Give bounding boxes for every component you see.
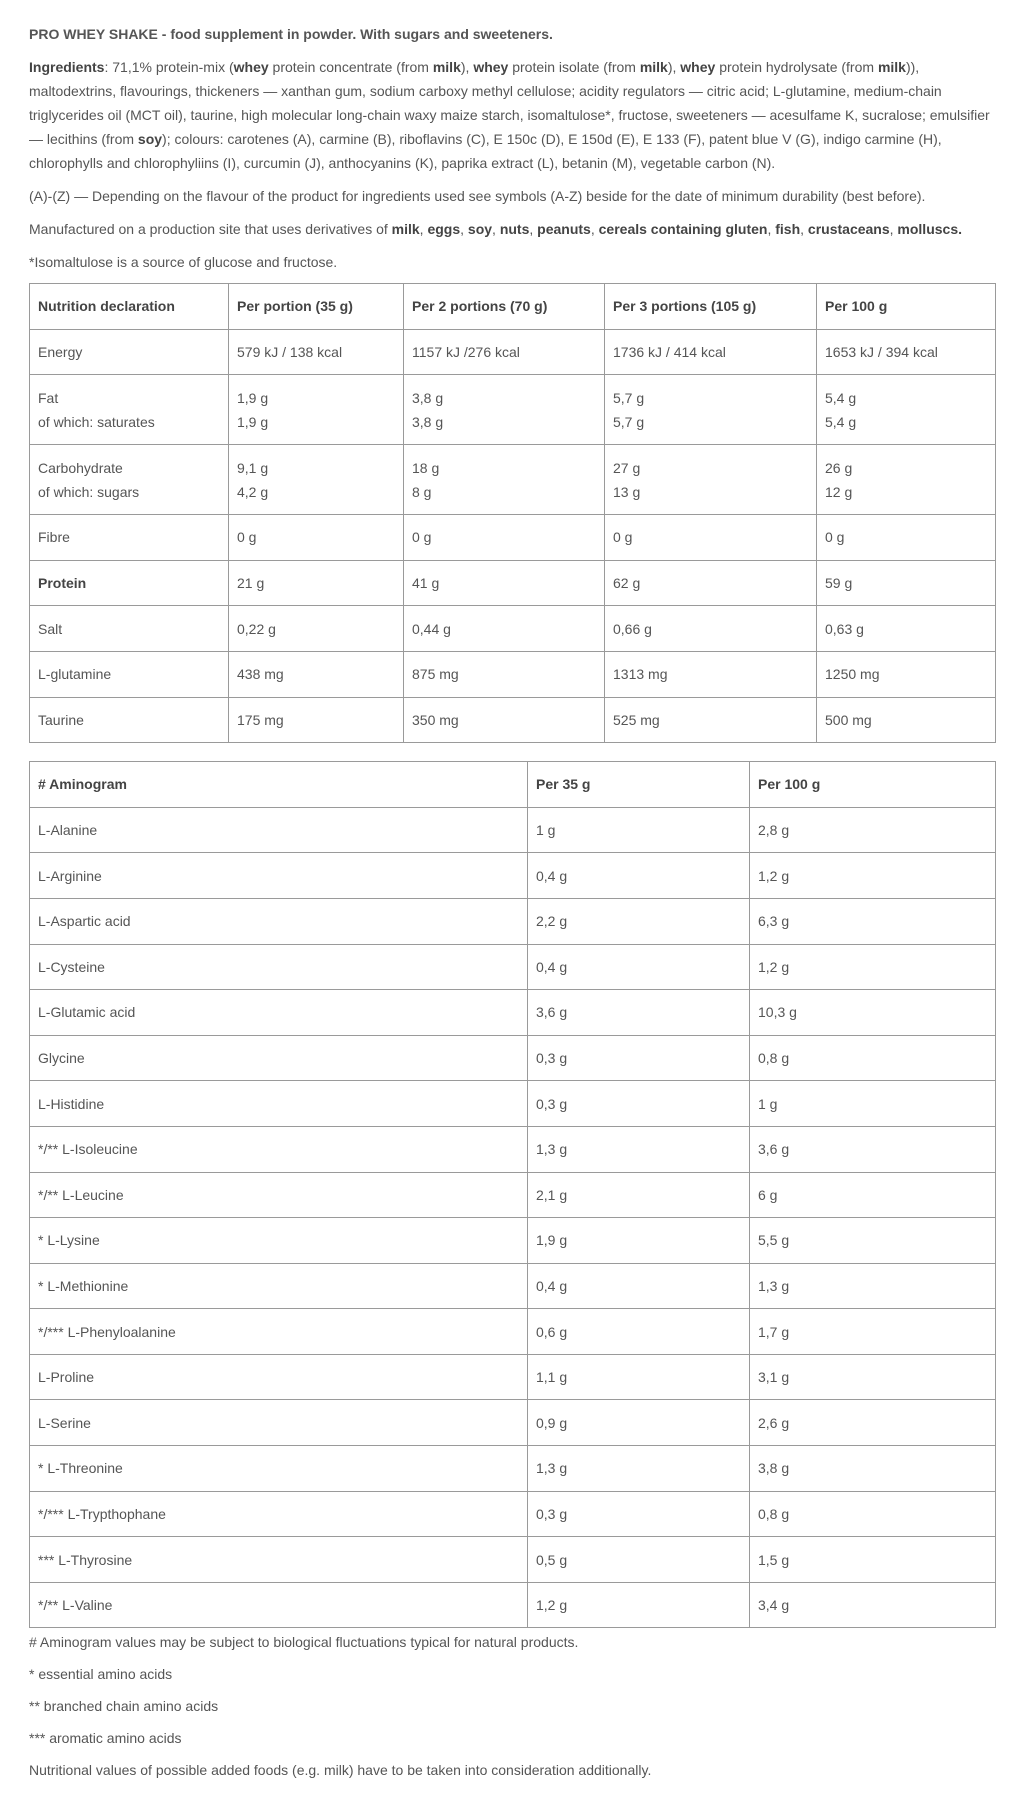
bold-term: milk bbox=[391, 221, 420, 237]
nutrient-value: 26 g bbox=[825, 459, 853, 476]
bold-term: soy bbox=[467, 221, 493, 237]
nutrition-row bbox=[30, 651, 996, 697]
nutrient-value-cell bbox=[817, 697, 996, 743]
amino-acid-value: 1,1 g bbox=[528, 1354, 750, 1400]
text-segment: : 71,1% protein-mix ( bbox=[104, 59, 234, 75]
amino-acid-value: 3,6 g bbox=[528, 990, 750, 1036]
nutrient-value: 18 g bbox=[412, 459, 440, 476]
bold-term: peanuts bbox=[537, 221, 591, 237]
nutrient-name-cell bbox=[30, 445, 229, 515]
nutrient-value: 5,4 g bbox=[825, 389, 857, 406]
nutrient-value: 438 mg bbox=[237, 666, 284, 683]
nutrient-label: Taurine bbox=[38, 711, 84, 728]
amino-acid-value: 3,8 g bbox=[750, 1446, 996, 1492]
aminogram-header-cell: # Aminogram bbox=[30, 762, 528, 808]
bold-term: milk bbox=[639, 59, 668, 75]
aminogram-row bbox=[30, 1582, 996, 1627]
nutrient-value: 3,8 g bbox=[412, 389, 444, 406]
text-segment: , bbox=[492, 221, 500, 237]
text-segment: , bbox=[800, 221, 808, 237]
bold-term: Ingredients bbox=[29, 59, 105, 75]
nutrient-value: 0,63 g bbox=[825, 620, 864, 637]
nutrient-value: 9,1 g bbox=[237, 459, 269, 476]
nutrient-label: Fibre bbox=[38, 529, 70, 546]
amino-acid-value: 0,4 g bbox=[528, 853, 750, 899]
amino-acid-value: 1,2 g bbox=[750, 853, 996, 899]
bold-term: whey bbox=[680, 59, 716, 75]
nutrient-label: Protein bbox=[38, 575, 87, 592]
isomaltulose-note: *Isomaltulose is a source of glucose and fructose. bbox=[29, 254, 338, 270]
nutrition-header-cell: Per 100 g bbox=[817, 284, 996, 330]
nutrient-name-cell bbox=[30, 515, 229, 561]
amino-acid-value: 1 g bbox=[750, 1081, 996, 1127]
nutrient-value: 41 g bbox=[412, 575, 440, 592]
aminogram-row bbox=[30, 1354, 996, 1400]
nutrient-value-cell bbox=[404, 329, 605, 375]
footnote: # Aminogram values may be subject to biological fluctuations typical for natural products. bbox=[29, 1633, 579, 1650]
nutrient-value: 4,2 g bbox=[237, 483, 269, 500]
nutrient-value-cell bbox=[404, 515, 605, 561]
aminogram-row bbox=[30, 1218, 996, 1264]
amino-acid-name: L-Serine bbox=[30, 1400, 528, 1446]
nutrition-row bbox=[30, 445, 996, 515]
amino-acid-value: 1,2 g bbox=[750, 944, 996, 990]
amino-acid-value: 1,5 g bbox=[750, 1537, 996, 1583]
footnote: ** branched chain amino acids bbox=[29, 1697, 219, 1714]
aminogram-row bbox=[30, 1035, 996, 1081]
nutrient-value: 27 g bbox=[613, 459, 641, 476]
amino-acid-value: 5,5 g bbox=[750, 1218, 996, 1264]
amino-acid-name: L-Glutamic acid bbox=[30, 990, 528, 1036]
nutrient-value: 5,7 g bbox=[613, 413, 645, 430]
flavour-note: (A)-(Z) — Depending on the flavour of the product for ingredients used see symbols (A-Z) beside for the date of minimum durability (best before). bbox=[29, 188, 926, 204]
ingredients-paragraph bbox=[29, 55, 995, 175]
amino-acid-value: 3,6 g bbox=[750, 1126, 996, 1172]
nutrient-value: 13 g bbox=[613, 483, 641, 500]
nutrient-label: of which: saturates bbox=[38, 413, 155, 430]
amino-acid-value: 0,8 g bbox=[750, 1491, 996, 1537]
amino-acid-value: 2,1 g bbox=[528, 1172, 750, 1218]
amino-acid-value: 0,3 g bbox=[528, 1081, 750, 1127]
text-segment: protein concentrate (from bbox=[268, 59, 433, 75]
amino-acid-name: *** L-Thyrosine bbox=[30, 1537, 528, 1583]
nutrient-value-cell bbox=[229, 515, 404, 561]
nutrient-value: 0 g bbox=[825, 529, 845, 546]
nutrient-value-cell bbox=[817, 445, 996, 515]
bold-term: whey bbox=[473, 59, 509, 75]
nutrition-row bbox=[30, 515, 996, 561]
nutrient-value: 0,66 g bbox=[613, 620, 652, 637]
nutrient-value: 5,7 g bbox=[613, 389, 645, 406]
nutrient-value: 59 g bbox=[825, 575, 853, 592]
nutrient-value: 525 mg bbox=[613, 711, 660, 728]
footnote: *** aromatic amino acids bbox=[29, 1729, 182, 1746]
aminogram-row bbox=[30, 898, 996, 944]
allergens-paragraph bbox=[29, 217, 995, 241]
text-segment: , bbox=[460, 221, 468, 237]
aminogram-row bbox=[30, 1491, 996, 1537]
amino-acid-value: 3,1 g bbox=[750, 1354, 996, 1400]
nutrient-value-cell bbox=[229, 651, 404, 697]
nutrient-value-cell bbox=[229, 697, 404, 743]
amino-acid-value: 0,4 g bbox=[528, 944, 750, 990]
nutrient-value: 0 g bbox=[412, 529, 432, 546]
amino-acid-name: L-Histidine bbox=[30, 1081, 528, 1127]
amino-acid-name: L-Aspartic acid bbox=[30, 898, 528, 944]
nutrient-value-cell bbox=[404, 375, 605, 445]
nutrient-value: 12 g bbox=[825, 483, 853, 500]
nutrient-value: 1157 kJ /276 kcal bbox=[412, 343, 520, 360]
footnotes bbox=[29, 1630, 995, 1782]
amino-acid-value: 1,2 g bbox=[528, 1582, 750, 1627]
bold-term: cereals containing gluten bbox=[598, 221, 768, 237]
aminogram-row bbox=[30, 807, 996, 853]
nutrient-value-cell bbox=[229, 606, 404, 652]
nutrient-value-cell bbox=[605, 697, 817, 743]
amino-acid-value: 0,9 g bbox=[528, 1400, 750, 1446]
amino-acid-name: */** L-Isoleucine bbox=[30, 1126, 528, 1172]
aminogram-row bbox=[30, 1126, 996, 1172]
nutrient-value-cell bbox=[404, 560, 605, 606]
nutrient-value-cell bbox=[404, 606, 605, 652]
bold-term: nuts bbox=[499, 221, 530, 237]
nutrient-value: 0 g bbox=[613, 529, 633, 546]
text-segment: , bbox=[590, 221, 599, 237]
nutrient-value: 1736 kJ / 414 kcal bbox=[613, 343, 726, 360]
amino-acid-name: * L-Lysine bbox=[30, 1218, 528, 1264]
nutrient-label: of which: sugars bbox=[38, 483, 140, 500]
nutrient-label: Carbohydrate bbox=[38, 459, 123, 476]
aminogram-row bbox=[30, 1400, 996, 1446]
footnote: * essential amino acids bbox=[29, 1665, 173, 1682]
nutrition-header-cell: Per 3 portions (105 g) bbox=[605, 284, 817, 330]
text-segment: protein isolate (from bbox=[508, 59, 640, 75]
nutrient-label: Fat bbox=[38, 389, 59, 406]
nutrient-name-cell bbox=[30, 560, 229, 606]
nutrient-value-cell bbox=[817, 375, 996, 445]
aminogram-row bbox=[30, 1446, 996, 1492]
amino-acid-value: 1,3 g bbox=[528, 1446, 750, 1492]
text-segment: , bbox=[529, 221, 538, 237]
nutrition-row bbox=[30, 329, 996, 375]
nutrition-table bbox=[29, 283, 996, 743]
nutrient-label: Salt bbox=[38, 620, 63, 637]
text-segment: ), bbox=[460, 59, 474, 75]
nutrient-name-cell bbox=[30, 651, 229, 697]
text-segment: , bbox=[767, 221, 776, 237]
nutrient-value: 0,22 g bbox=[237, 620, 276, 637]
product-title: PRO WHEY SHAKE - food supplement in powder. With sugars and sweeteners. bbox=[29, 26, 553, 42]
aminogram-row bbox=[30, 1172, 996, 1218]
aminogram-row bbox=[30, 990, 996, 1036]
aminogram-row bbox=[30, 944, 996, 990]
nutrient-value-cell bbox=[229, 560, 404, 606]
nutrient-label: L-glutamine bbox=[38, 666, 112, 683]
nutrient-value: 8 g bbox=[412, 483, 432, 500]
nutrient-value-cell bbox=[817, 606, 996, 652]
nutrient-value: 350 mg bbox=[412, 711, 459, 728]
nutrition-header-row bbox=[30, 284, 996, 330]
text-segment: )), maltodextrins, flavourings, thickeners — xanthan gum, sodium carboxy methyl cellulose; acidity regulators — citric acid; L-glutamine, medium-chain triglycerides oil (MCT oil), taurine, high molecular long-chain waxy maize starch, isomaltulose*, fructose, sweeteners — acesulfame K, sucralose; emulsifier — lecithins (from bbox=[29, 59, 990, 147]
amino-acid-value: 1,3 g bbox=[528, 1126, 750, 1172]
bold-term: milk bbox=[432, 59, 461, 75]
amino-acid-name: * L-Threonine bbox=[30, 1446, 528, 1492]
bold-term: milk bbox=[877, 59, 906, 75]
nutrient-value: 875 mg bbox=[412, 666, 459, 683]
bold-term: molluscs. bbox=[897, 221, 963, 237]
amino-acid-name: Glycine bbox=[30, 1035, 528, 1081]
nutrient-value-cell bbox=[605, 375, 817, 445]
nutrient-value-cell bbox=[229, 329, 404, 375]
amino-acid-value: 1,3 g bbox=[750, 1263, 996, 1309]
nutrient-name-cell bbox=[30, 606, 229, 652]
nutrient-value: 1313 mg bbox=[613, 666, 668, 683]
nutrient-value: 0 g bbox=[237, 529, 257, 546]
nutrient-value: 1,9 g bbox=[237, 389, 269, 406]
nutrient-value-cell bbox=[229, 445, 404, 515]
nutrient-value: 0,44 g bbox=[412, 620, 451, 637]
amino-acid-name: */*** L-Trypthophane bbox=[30, 1491, 528, 1537]
nutrient-value-cell bbox=[404, 697, 605, 743]
nutrient-name-cell bbox=[30, 697, 229, 743]
nutrition-header-cell: Per portion (35 g) bbox=[229, 284, 404, 330]
aminogram-row bbox=[30, 1537, 996, 1583]
amino-acid-value: 2,2 g bbox=[528, 898, 750, 944]
bold-term: soy bbox=[137, 131, 163, 147]
bold-term: eggs bbox=[427, 221, 461, 237]
amino-acid-name: L-Proline bbox=[30, 1354, 528, 1400]
amino-acid-value: 3,4 g bbox=[750, 1582, 996, 1627]
nutrient-value-cell bbox=[817, 651, 996, 697]
nutrient-value-cell bbox=[605, 445, 817, 515]
nutrient-value-cell bbox=[605, 329, 817, 375]
aminogram-row bbox=[30, 1309, 996, 1355]
amino-acid-value: 1,7 g bbox=[750, 1309, 996, 1355]
nutrient-value: 500 mg bbox=[825, 711, 872, 728]
aminogram-table bbox=[29, 761, 996, 1628]
text-segment: Manufactured on a production site that uses derivatives of bbox=[29, 221, 392, 237]
bold-term: fish bbox=[775, 221, 801, 237]
amino-acid-name: */** L-Valine bbox=[30, 1582, 528, 1627]
amino-acid-value: 0,5 g bbox=[528, 1537, 750, 1583]
amino-acid-value: 2,6 g bbox=[750, 1400, 996, 1446]
text-segment: , bbox=[419, 221, 428, 237]
nutrient-value-cell bbox=[817, 560, 996, 606]
nutrition-row bbox=[30, 375, 996, 445]
nutrient-value: 5,4 g bbox=[825, 413, 857, 430]
amino-acid-value: 1,9 g bbox=[528, 1218, 750, 1264]
nutrition-row bbox=[30, 606, 996, 652]
nutrient-value-cell bbox=[404, 651, 605, 697]
bold-term: crustaceans bbox=[807, 221, 890, 237]
bold-term: whey bbox=[233, 59, 269, 75]
nutrition-row bbox=[30, 560, 996, 606]
nutrient-value: 579 kJ / 138 kcal bbox=[237, 343, 343, 360]
nutrition-header-cell: Nutrition declaration bbox=[30, 284, 229, 330]
nutrient-label: Energy bbox=[38, 343, 83, 360]
amino-acid-value: 2,8 g bbox=[750, 807, 996, 853]
amino-acid-value: 10,3 g bbox=[750, 990, 996, 1036]
amino-acid-name: */** L-Leucine bbox=[30, 1172, 528, 1218]
amino-acid-value: 0,4 g bbox=[528, 1263, 750, 1309]
nutrient-value: 1250 mg bbox=[825, 666, 880, 683]
text-segment: ); colours: carotenes (A), carmine (B), riboflavins (C), E 150c (D), E 150d (E), E 133 (F), patent blue V (G), indigo carmine (H), chlorophylls and chlorophyliins (I), curcumin (J), anthocyanins (K), paprika extract (L), betanin (M), vegetable carbon (N). bbox=[29, 131, 942, 171]
nutrient-value-cell bbox=[605, 560, 817, 606]
nutrition-row bbox=[30, 697, 996, 743]
nutrient-value: 175 mg bbox=[237, 711, 284, 728]
amino-acid-name: L-Arginine bbox=[30, 853, 528, 899]
text-segment: ), bbox=[667, 59, 681, 75]
nutrient-value: 3,8 g bbox=[412, 413, 444, 430]
nutrient-value: 21 g bbox=[237, 575, 265, 592]
nutrient-value: 62 g bbox=[613, 575, 641, 592]
amino-acid-value: 0,8 g bbox=[750, 1035, 996, 1081]
nutrient-value-cell bbox=[817, 329, 996, 375]
nutrient-value-cell bbox=[605, 651, 817, 697]
amino-acid-value: 6 g bbox=[750, 1172, 996, 1218]
nutrient-value-cell bbox=[404, 445, 605, 515]
aminogram-header-cell: Per 100 g bbox=[750, 762, 996, 808]
nutrient-value: 1653 kJ / 394 kcal bbox=[825, 343, 938, 360]
nutrient-value-cell bbox=[229, 375, 404, 445]
amino-acid-value: 0,3 g bbox=[528, 1035, 750, 1081]
text-segment: protein hydrolysate (from bbox=[715, 59, 878, 75]
aminogram-row bbox=[30, 1263, 996, 1309]
nutrition-header-cell: Per 2 portions (70 g) bbox=[404, 284, 605, 330]
nutrient-name-cell bbox=[30, 375, 229, 445]
aminogram-header-row bbox=[30, 762, 996, 808]
footnote: Nutritional values of possible added foods (e.g. milk) have to be taken into consideration additionally. bbox=[29, 1761, 652, 1778]
text-segment: , bbox=[889, 221, 898, 237]
nutrient-value-cell bbox=[817, 515, 996, 561]
aminogram-row bbox=[30, 853, 996, 899]
amino-acid-value: 0,3 g bbox=[528, 1491, 750, 1537]
amino-acid-name: */*** L-Phenyloalanine bbox=[30, 1309, 528, 1355]
amino-acid-name: L-Alanine bbox=[30, 807, 528, 853]
amino-acid-value: 0,6 g bbox=[528, 1309, 750, 1355]
nutrient-value: 1,9 g bbox=[237, 413, 269, 430]
nutrient-value-cell bbox=[605, 515, 817, 561]
amino-acid-value: 6,3 g bbox=[750, 898, 996, 944]
amino-acid-name: L-Cysteine bbox=[30, 944, 528, 990]
aminogram-header-cell: Per 35 g bbox=[528, 762, 750, 808]
nutrient-value-cell bbox=[605, 606, 817, 652]
nutrient-name-cell bbox=[30, 329, 229, 375]
amino-acid-value: 1 g bbox=[528, 807, 750, 853]
aminogram-row bbox=[30, 1081, 996, 1127]
amino-acid-name: * L-Methionine bbox=[30, 1263, 528, 1309]
